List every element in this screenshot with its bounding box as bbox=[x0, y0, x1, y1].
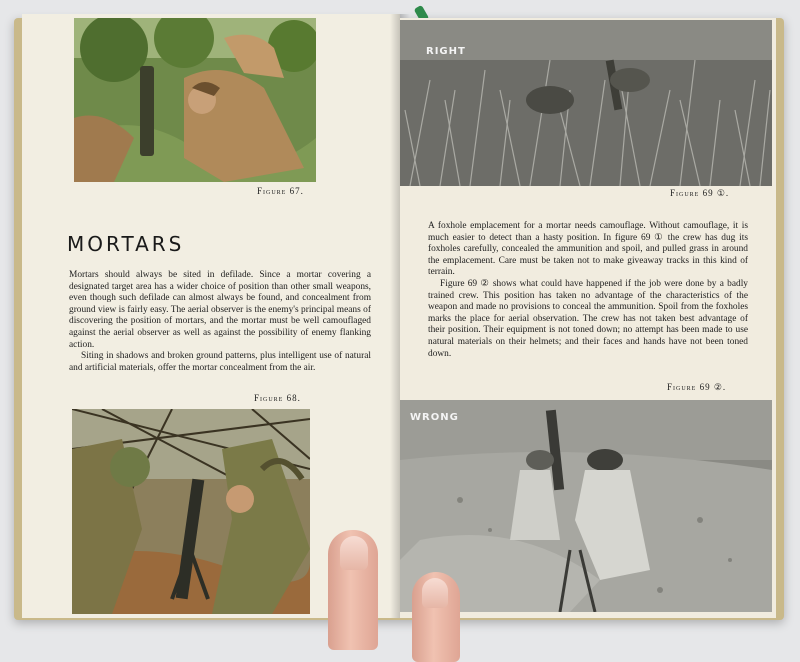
figure-68-caption: Figure 68. bbox=[254, 393, 301, 403]
paragraph-1: A foxhole emplacement for a mortar needs camouflage. Without camouflage, it is much easier to detect than a hasty position. In figure 69 ① the crew has dug its foxholes carefully, concealed the ammunition and spoil, and pulled grass in around the emplacement. Care must be taken not to make giveaway tracks in this kind of terrain. bbox=[428, 221, 748, 278]
right-fingernail bbox=[422, 578, 448, 608]
figure-67-photo bbox=[74, 18, 316, 182]
paragraph-2: Figure 69 ② shows what could have happened if the job were done by a badly trained crew. This position has taken no advantage of the characteristics of the weapon and made no provisions to conceal the ammunition. Spoil from the foxholes marks the place for aerial observation. The crew has not taken best advantage of their position. Their equipment is not toned down; no attempt has been made to use natural materials on their helmets; and their faces and hands have not been toned down. bbox=[428, 278, 748, 359]
left-body-text bbox=[69, 270, 371, 374]
left-fingernail bbox=[340, 536, 368, 570]
paragraph-1: Mortars should always be sited in defilade. Since a mortar covering a designated target area has a wider choice of position than other small weapons, even though such defilade can almost always be found, and concealment from ground view is fairly easy. The aerial observer is the enemy's principal means of discovering the position of mortars, and the mortar must be well camouflaged against the aerial observer as well as against the possibility of enemy flanking action. bbox=[69, 270, 371, 350]
wrong-photo-label: WRONG bbox=[410, 412, 459, 423]
right-body-text bbox=[428, 221, 748, 360]
right-page bbox=[400, 18, 776, 618]
figure-67-caption: Figure 67. bbox=[257, 186, 304, 196]
right-photo-label: RIGHT bbox=[426, 46, 466, 57]
figure-68-photo bbox=[72, 409, 310, 614]
figure-69-2-photo bbox=[400, 400, 772, 612]
paragraph-2: Siting in shadows and broken ground patterns, plus intelligent use of natural and artificial materials, offer the mortar concealment from the air. bbox=[69, 351, 371, 373]
page-heading: MORTARS bbox=[67, 232, 185, 256]
figure-69-1-caption: Figure 69 ①. bbox=[670, 188, 730, 198]
figure-69-2-caption: Figure 69 ②. bbox=[667, 382, 727, 392]
left-page bbox=[22, 14, 400, 618]
figure-69-1-photo bbox=[400, 20, 772, 186]
